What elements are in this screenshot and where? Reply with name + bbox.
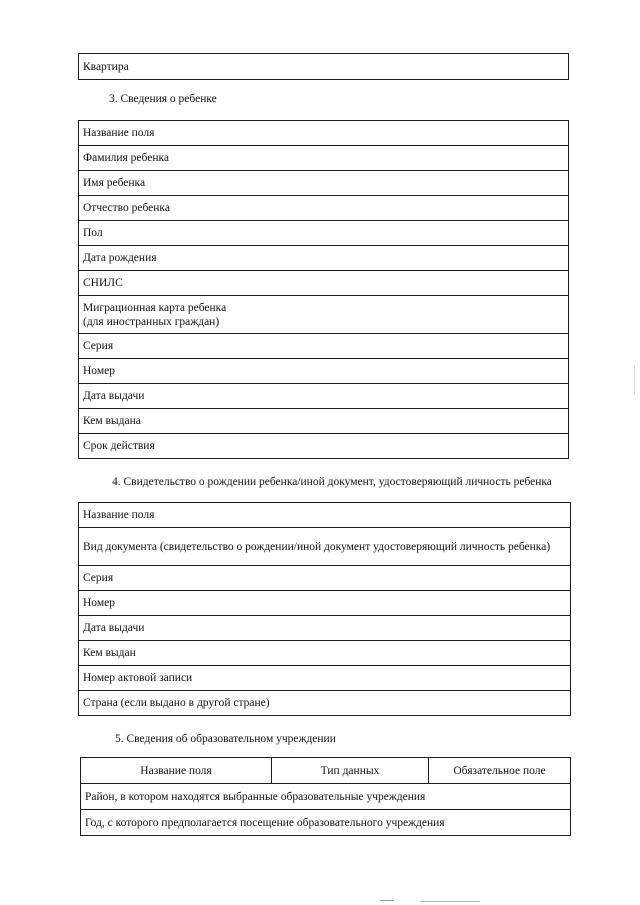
field-name-cell: Серия (79, 334, 569, 359)
table-row (79, 641, 571, 666)
table-row (79, 691, 571, 716)
table-row (79, 666, 571, 691)
section-heading-education: 5. Сведения об образовательном учреждении (115, 733, 336, 745)
column-header-data-type: Тип данных (272, 758, 429, 784)
field-name-cell: Страна (если выдано в другой стране) (79, 691, 571, 716)
table-header-row (79, 503, 571, 528)
table-row (79, 246, 569, 271)
education-institution-table (80, 757, 571, 836)
field-name-cell: Кем выдан (79, 641, 571, 666)
field-name-cell: Срок действия (79, 434, 569, 459)
header-cell: Название поля (79, 503, 571, 528)
field-name-cell: Имя ребенка (79, 171, 569, 196)
child-info-table (78, 120, 569, 459)
column-header-required: Обязательное поле (429, 758, 571, 784)
table-header-row (79, 121, 569, 146)
birth-certificate-table (78, 502, 571, 716)
section-heading-child-info: 3. Сведения о ребенке (109, 93, 217, 105)
address-table-continued (78, 53, 569, 80)
field-name-cell: Миграционная карта ребенка (для иностранных граждан) (79, 296, 569, 334)
table-header-row (81, 758, 571, 784)
field-name-cell: Дата выдачи (79, 616, 571, 641)
table-row (79, 528, 571, 566)
field-name-cell: Дата выдачи (79, 384, 569, 409)
field-name-cell: СНИЛС (79, 271, 569, 296)
scan-artifact-line (420, 901, 480, 902)
table-row (79, 221, 569, 246)
scan-artifact-mark (380, 900, 394, 901)
field-name-cell: Дата рождения (79, 246, 569, 271)
table-row (79, 196, 569, 221)
table-row (81, 810, 571, 836)
field-name-cell: Квартира (79, 54, 569, 80)
table-row (79, 146, 569, 171)
field-name-cell: Фамилия ребенка (79, 146, 569, 171)
field-name-cell: Отчество ребенка (79, 196, 569, 221)
section-heading-birth-certificate: 4. Свидетельство о рождении ребенка/иной документ, удостоверяющий личность ребенка (112, 476, 552, 488)
field-name-cell: Год, с которого предполагается посещение образовательного учреждения (81, 810, 571, 836)
field-name-cell: Номер актовой записи (79, 666, 571, 691)
table-row (79, 566, 571, 591)
table-row (79, 334, 569, 359)
table-row (81, 784, 571, 810)
header-cell: Название поля (79, 121, 569, 146)
table-row (79, 616, 571, 641)
field-name-cell: Район, в котором находятся выбранные образовательные учреждения (81, 784, 571, 810)
table-row (79, 171, 569, 196)
field-name-cell: Кем выдана (79, 409, 569, 434)
scan-edge-mark (634, 365, 635, 395)
field-name-cell: Вид документа (свидетельство о рождении/иной документ удостоверяющий личность ребенка) (79, 528, 571, 566)
table-row (79, 296, 569, 334)
field-name-cell: Пол (79, 221, 569, 246)
table-row (79, 384, 569, 409)
table-row (79, 409, 569, 434)
field-name-cell: Серия (79, 566, 571, 591)
field-name-cell: Номер (79, 591, 571, 616)
field-name-cell: Номер (79, 359, 569, 384)
table-row (79, 271, 569, 296)
table-row (79, 54, 569, 80)
table-row (79, 591, 571, 616)
table-row (79, 359, 569, 384)
column-header-field-name: Название поля (81, 758, 272, 784)
table-row (79, 434, 569, 459)
